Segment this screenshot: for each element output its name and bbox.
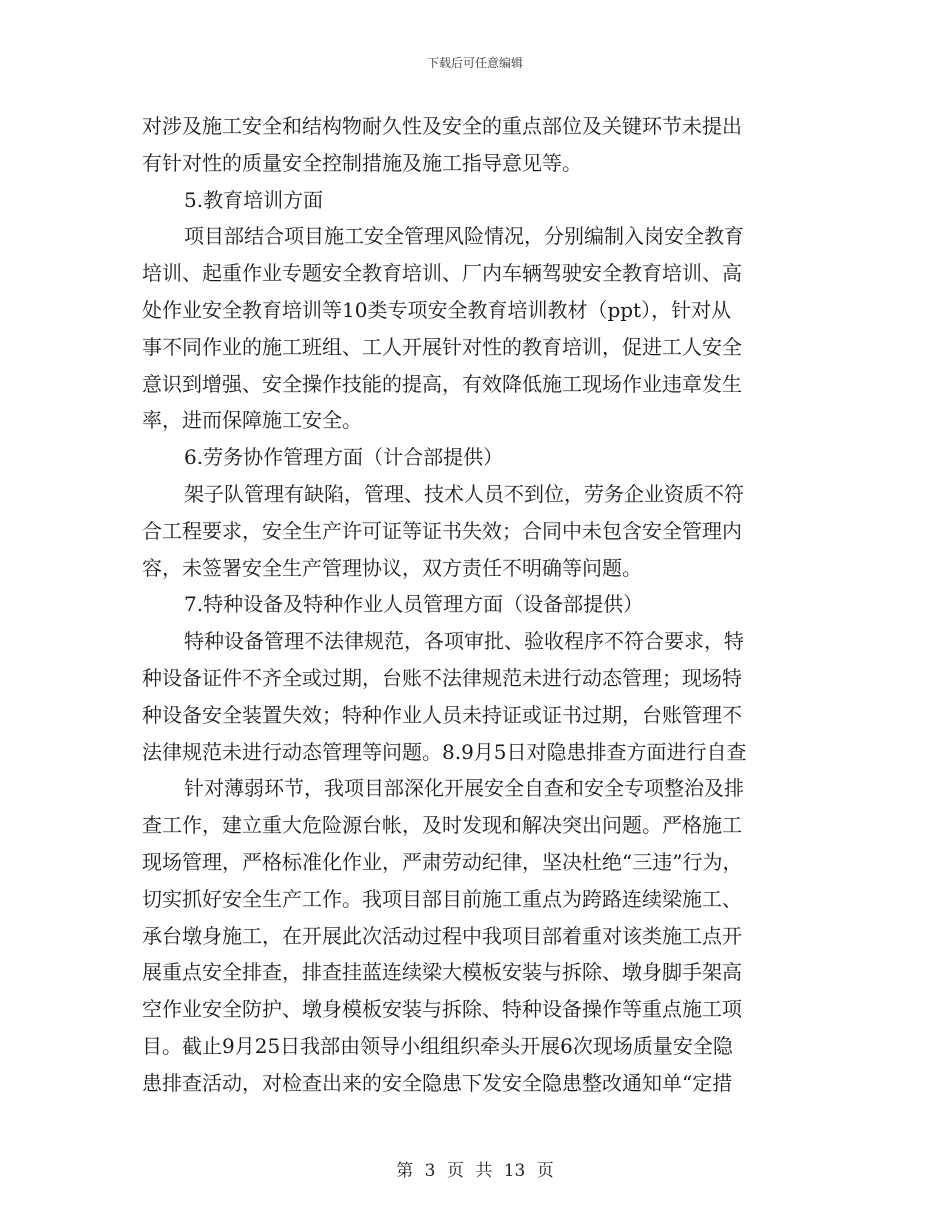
page-footer: 第 3 页 共 13 页 bbox=[396, 1161, 554, 1181]
text-line: 合工程要求，安全生产许可证等证书失效；合同中未包含安全管理内 bbox=[142, 518, 742, 543]
text-line: 对涉及施工安全和结构物耐久性及安全的重点部位及关键环节未提出 bbox=[142, 114, 742, 138]
text-line: 意识到增强、安全操作技能的提高，有效降低施工现场作业违章发生 bbox=[142, 371, 742, 396]
text-line: 特种设备管理不法律规范，各项审批、验收程序不符合要求，特 bbox=[184, 629, 744, 654]
document-body bbox=[142, 108, 810, 1102]
text-line: 6.劳务协作管理方面（计合部提供） bbox=[184, 445, 504, 470]
text-line: 5.教育培训方面 bbox=[184, 187, 324, 212]
text-line: 展重点安全排查，排查挂蓝连续梁大模板安装与拆除、墩身脚手架高 bbox=[142, 960, 742, 985]
text-line: 率，进而保障施工安全。 bbox=[142, 408, 362, 433]
text-line: 培训、起重作业专题安全教育培训、厂内车辆驾驶安全教育培训、高 bbox=[142, 261, 742, 286]
text-line: 空作业安全防护、墩身模板安装与拆除、特种设备操作等重点施工项 bbox=[142, 997, 742, 1022]
text-line: 处作业安全教育培训等10类专项安全教育培训教材（ppt），针对从 bbox=[142, 297, 732, 322]
text-line: 现场管理，严格标准化作业，严肃劳动纪律，坚决杜绝“三违”行为， bbox=[142, 849, 743, 874]
text-line: 架子队管理有缺陷，管理、技术人员不到位，劳务企业资质不符 bbox=[184, 481, 744, 506]
text-line: 患排查活动，对检查出来的安全隐患下发安全隐患整改通知单“定措 bbox=[142, 1070, 733, 1095]
text-line: 针对薄弱环节，我项目部深化开展安全自查和安全专项整治及排 bbox=[184, 776, 744, 801]
page-header: 下载后可任意编辑 bbox=[426, 56, 523, 70]
text-line: 种设备证件不齐全或过期，台账不法律规范未进行动态管理；现场特 bbox=[142, 665, 742, 690]
text-line: 事不同作业的施工班组、工人开展针对性的教育培训，促进工人安全 bbox=[142, 334, 742, 359]
text-line: 切实抓好安全生产工作。我项目部目前施工重点为跨路连续梁施工、 bbox=[142, 886, 742, 911]
text-line: 种设备安全装置失效；特种作业人员未持证或证书过期，台账管理不 bbox=[142, 702, 742, 727]
text-line: 7.特种设备及特种作业人员管理方面（设备部提供） bbox=[184, 592, 644, 617]
text-line: 承台墩身施工，在开展此次活动过程中我项目部着重对该类施工点开 bbox=[142, 923, 742, 948]
text-line: 有针对性的质量安全控制措施及施工指导意见等。 bbox=[142, 150, 582, 175]
text-line: 法律规范未进行动态管理等问题。8.9月5日对隐患排查方面进行自查 bbox=[142, 739, 747, 764]
text-line: 目。截止9月25日我部由领导小组组织牵头开展6次现场质量安全隐 bbox=[142, 1033, 733, 1058]
text-line: 查工作，建立重大危险源台帐，及时发现和解决突出问题。严格施工 bbox=[142, 813, 742, 838]
text-line: 项目部结合项目施工安全管理风险情况，分别编制入岗安全教育 bbox=[184, 224, 744, 249]
text-line: 容，未签署安全生产管理协议，双方责任不明确等问题。 bbox=[142, 555, 642, 580]
